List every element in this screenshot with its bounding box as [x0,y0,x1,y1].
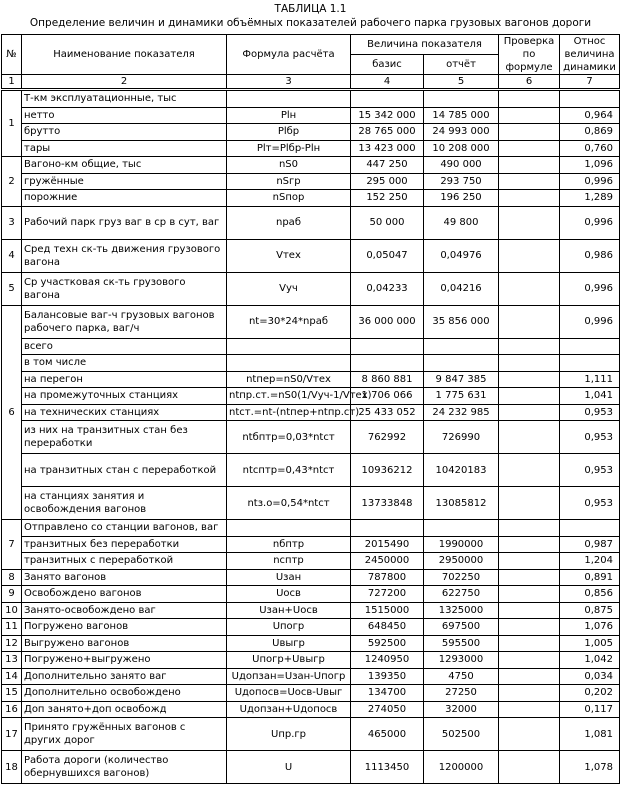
report-value: 4750 [424,668,499,685]
base-value: 139350 [351,668,424,685]
check-cell [499,272,560,305]
formula-cell: ntпер=nS0/Vтех [227,371,351,388]
indicator-name: на технических станциях [22,404,227,421]
base-value: 28 765 000 [351,124,424,141]
table-row [2,536,620,553]
table-row [2,173,620,190]
table-subtitle: Определение величин и динамики объёмных показателей рабочего парка грузовых вагонов дороги [29,17,592,29]
indicator-name: Дополнительно освобождено [22,685,227,702]
report-value: 502500 [424,718,499,751]
colnum: 2 [22,75,227,90]
base-value: 152 250 [351,190,424,207]
indicator-name: Балансовые ваг-ч грузовых вагонов рабочего парка, ваг/ч [22,305,227,338]
relative-dynamics: 1,042 [560,652,620,669]
relative-dynamics [560,355,620,372]
indicator-name: Дополнительно занято ваг [22,668,227,685]
table-row [2,239,620,272]
check-cell [499,619,560,636]
relative-dynamics: 1,204 [560,553,620,570]
formula-cell: nSгр [227,173,351,190]
check-cell [499,305,560,338]
table-row [2,487,620,520]
row-number: 9 [2,586,22,603]
row-number: 15 [2,685,22,702]
row-number: 7 [2,520,22,570]
indicator-name: брутто [22,124,227,141]
table-row [2,569,620,586]
row-number: 2 [2,157,22,207]
formula-cell: nt=30*24*nраб [227,305,351,338]
check-cell [499,569,560,586]
check-cell [499,140,560,157]
relative-dynamics [560,90,620,108]
report-value: 14 785 000 [424,107,499,124]
header-check: Проверка по формуле [499,35,560,75]
base-value: 592500 [351,635,424,652]
header-rel: Относ величина динамики [560,35,620,75]
relative-dynamics: 0,987 [560,536,620,553]
base-value [351,338,424,355]
report-value: 2950000 [424,553,499,570]
relative-dynamics: 0,875 [560,602,620,619]
relative-dynamics: 1,096 [560,157,620,174]
table-row [2,718,620,751]
formula-cell: nS0 [227,157,351,174]
check-cell [499,173,560,190]
check-cell [499,404,560,421]
base-value: 8 860 881 [351,371,424,388]
check-cell [499,388,560,405]
table-row [2,206,620,239]
check-cell [499,206,560,239]
check-cell [499,635,560,652]
base-value: 50 000 [351,206,424,239]
formula-cell [227,355,351,372]
colnum: 4 [351,75,424,90]
colnum: 5 [424,75,499,90]
report-value: 293 750 [424,173,499,190]
table-row [2,635,620,652]
check-cell [499,553,560,570]
check-cell [499,421,560,454]
table-row [2,124,620,141]
table-row [2,668,620,685]
table-row [2,90,620,108]
indicator-name: Доп занято+доп освобожд [22,701,227,718]
table-row [2,701,620,718]
base-value: 13733848 [351,487,424,520]
report-value: 24 993 000 [424,124,499,141]
row-number: 13 [2,652,22,669]
relative-dynamics: 0,953 [560,487,620,520]
indicator-name: в том числе [22,355,227,372]
table-row [2,685,620,702]
base-value: 10936212 [351,454,424,487]
formula-cell: ntсптр=0,43*ntст [227,454,351,487]
base-value: 447 250 [351,157,424,174]
base-value: 762992 [351,421,424,454]
indicator-name: Вагоно-км общие, тыс [22,157,227,174]
relative-dynamics [560,520,620,537]
header-value: Величина показателя [351,35,499,55]
base-value: 1113450 [351,751,424,784]
formula-cell: ntпр.ст.=nS0(1/Vуч-1/Vтех) [227,388,351,405]
indicator-name: на перегон [22,371,227,388]
relative-dynamics: 0,996 [560,173,620,190]
colnum: 6 [499,75,560,90]
table-row [2,388,620,405]
formula-cell: Uосв [227,586,351,603]
header-base: базис [351,55,424,75]
indicator-name: на транзитных стан с переработкой [22,454,227,487]
base-value: 15 342 000 [351,107,424,124]
report-value: 697500 [424,619,499,636]
row-number: 5 [2,272,22,305]
report-value: 0,04976 [424,239,499,272]
relative-dynamics: 1,005 [560,635,620,652]
relative-dynamics: 0,760 [560,140,620,157]
base-value: 36 000 000 [351,305,424,338]
relative-dynamics: 0,869 [560,124,620,141]
formula-cell: Uпогр [227,619,351,636]
formula-cell: Uвыгр [227,635,351,652]
relative-dynamics: 0,117 [560,701,620,718]
indicator-name: Рабочий парк груз ваг в ср в сут, ваг [22,206,227,239]
indicator-name: из них на транзитных стан без переработки [22,421,227,454]
report-value: 0,04216 [424,272,499,305]
relative-dynamics: 1,081 [560,718,620,751]
relative-dynamics: 0,964 [560,107,620,124]
formula-cell [227,338,351,355]
table-row [2,652,620,669]
table-row [2,421,620,454]
report-value: 27250 [424,685,499,702]
base-value: 0,04233 [351,272,424,305]
relative-dynamics: 0,996 [560,272,620,305]
report-value [424,90,499,108]
row-number: 18 [2,751,22,784]
relative-dynamics: 0,953 [560,421,620,454]
formula-cell: Plн [227,107,351,124]
table-row [2,619,620,636]
report-value: 9 847 385 [424,371,499,388]
check-cell [499,124,560,141]
relative-dynamics: 0,986 [560,239,620,272]
indicator-name: на промежуточных станциях [22,388,227,405]
check-cell [499,239,560,272]
base-value: 787800 [351,569,424,586]
relative-dynamics: 1,078 [560,751,620,784]
formula-cell [227,90,351,108]
formula-cell: ntз.о=0,54*ntст [227,487,351,520]
check-cell [499,586,560,603]
formula-cell: Vтех [227,239,351,272]
report-value: 490 000 [424,157,499,174]
base-value: 25 433 052 [351,404,424,421]
base-value: 13 423 000 [351,140,424,157]
indicator-name: Занято-освобождено ваг [22,602,227,619]
check-cell [499,652,560,669]
relative-dynamics: 1,111 [560,371,620,388]
row-number: 8 [2,569,22,586]
table-row [2,157,620,174]
formula-cell: nраб [227,206,351,239]
report-value: 1325000 [424,602,499,619]
table-row [2,404,620,421]
relative-dynamics: 1,041 [560,388,620,405]
base-value: 465000 [351,718,424,751]
table-row [2,338,620,355]
relative-dynamics: 0,034 [560,668,620,685]
report-value: 1 775 631 [424,388,499,405]
check-cell [499,107,560,124]
check-cell [499,751,560,784]
check-cell [499,701,560,718]
formula-cell: nбптр [227,536,351,553]
row-number: 3 [2,206,22,239]
formula-cell: ntст.=nt-(ntпер+ntпр.ст) [227,404,351,421]
row-number: 12 [2,635,22,652]
table-row [2,586,620,603]
indicator-name: транзитных с переработкой [22,553,227,570]
base-value: 134700 [351,685,424,702]
formula-cell [227,520,351,537]
base-value: 0,05047 [351,239,424,272]
header-no: № [2,35,22,75]
report-value: 32000 [424,701,499,718]
table-row [2,140,620,157]
check-cell [499,157,560,174]
row-number: 16 [2,701,22,718]
row-number: 4 [2,239,22,272]
table-row [2,553,620,570]
formula-cell: nSпор [227,190,351,207]
relative-dynamics: 0,202 [560,685,620,702]
check-cell [499,685,560,702]
check-cell [499,90,560,108]
formula-cell: Uдопосв=Uосв-Uвыг [227,685,351,702]
table-title: ТАБЛИЦА 1.1 [274,3,347,15]
report-value [424,338,499,355]
indicator-name: Выгружено вагонов [22,635,227,652]
row-number: 6 [2,305,22,520]
formula-cell: Uпогр+Uвыгр [227,652,351,669]
check-cell [499,602,560,619]
table-row [2,602,620,619]
report-value: 196 250 [424,190,499,207]
table-row [2,751,620,784]
indicator-name: Работа дороги (количество обернувшихся вагонов) [22,751,227,784]
base-value: 1515000 [351,602,424,619]
report-value: 726990 [424,421,499,454]
formula-cell: U [227,751,351,784]
base-value: 274050 [351,701,424,718]
table-body [2,90,620,784]
indicator-name: Погружено вагонов [22,619,227,636]
formula-cell: Uпр.гр [227,718,351,751]
base-value: 648450 [351,619,424,636]
indicator-name: на станциях занятия и освобождения вагонов [22,487,227,520]
relative-dynamics: 1,289 [560,190,620,207]
relative-dynamics: 0,953 [560,454,620,487]
colnum: 3 [227,75,351,90]
row-number: 10 [2,602,22,619]
check-cell [499,520,560,537]
check-cell [499,371,560,388]
base-value: 2015490 [351,536,424,553]
row-number: 14 [2,668,22,685]
check-cell [499,338,560,355]
header-report: отчёт [424,55,499,75]
indicator-name: транзитных без переработки [22,536,227,553]
check-cell [499,718,560,751]
relative-dynamics: 1,076 [560,619,620,636]
report-value: 595500 [424,635,499,652]
report-value: 10 208 000 [424,140,499,157]
report-value: 1990000 [424,536,499,553]
formula-cell: Uзан+Uосв [227,602,351,619]
table-row [2,355,620,372]
table-row [2,107,620,124]
formula-cell: Uдопзан=Uзан-Uпогр [227,668,351,685]
indicator-name: всего [22,338,227,355]
header-formula: Формула расчёта [227,35,351,75]
indicators-table [1,34,620,784]
formula-cell: Vуч [227,272,351,305]
table-row [2,371,620,388]
report-value: 13085812 [424,487,499,520]
indicator-name: Освобождено вагонов [22,586,227,603]
relative-dynamics: 0,856 [560,586,620,603]
report-value [424,355,499,372]
report-value: 622750 [424,586,499,603]
table-row [2,454,620,487]
indicator-name: Принято гружённых вагонов с других дорог [22,718,227,751]
report-value: 35 856 000 [424,305,499,338]
column-numbers-row [2,75,620,90]
base-value [351,355,424,372]
indicator-name: Т-км эксплуатационные, тыс [22,90,227,108]
row-number: 1 [2,90,22,157]
table-row [2,272,620,305]
base-value: 1 706 066 [351,388,424,405]
formula-cell: Uзан [227,569,351,586]
relative-dynamics: 0,953 [560,404,620,421]
indicator-name: Ср участковая ск-ть грузового вагона [22,272,227,305]
colnum: 1 [2,75,22,90]
indicator-name: Сред техн ск-ть движения грузового вагона [22,239,227,272]
formula-cell: nсптр [227,553,351,570]
indicator-name: гружённые [22,173,227,190]
relative-dynamics [560,338,620,355]
indicator-name: Отправлено со станции вагонов, ваг [22,520,227,537]
relative-dynamics: 0,891 [560,569,620,586]
check-cell [499,454,560,487]
table-row [2,305,620,338]
base-value [351,520,424,537]
check-cell [499,487,560,520]
report-value: 10420183 [424,454,499,487]
base-value: 295 000 [351,173,424,190]
relative-dynamics: 0,996 [560,305,620,338]
check-cell [499,355,560,372]
check-cell [499,536,560,553]
relative-dynamics: 0,996 [560,206,620,239]
row-number: 11 [2,619,22,636]
indicator-name: порожние [22,190,227,207]
report-value [424,520,499,537]
base-value: 1240950 [351,652,424,669]
formula-cell: Plбр [227,124,351,141]
formula-cell: ntбптр=0,03*ntст [227,421,351,454]
indicator-name: Занято вагонов [22,569,227,586]
check-cell [499,190,560,207]
base-value [351,90,424,108]
table-row [2,520,620,537]
report-value: 1200000 [424,751,499,784]
header-name: Наименование показателя [22,35,227,75]
report-value: 49 800 [424,206,499,239]
row-number: 17 [2,718,22,751]
base-value: 2450000 [351,553,424,570]
indicator-name: Погружено+выгружено [22,652,227,669]
check-cell [499,668,560,685]
base-value: 727200 [351,586,424,603]
report-value: 702250 [424,569,499,586]
formula-cell: Uдопзан+Uдопосв [227,701,351,718]
table-row [2,190,620,207]
report-value: 24 232 985 [424,404,499,421]
colnum: 7 [560,75,620,90]
indicator-name: тары [22,140,227,157]
indicator-name: нетто [22,107,227,124]
formula-cell: Plт=Plбр-Plн [227,140,351,157]
report-value: 1293000 [424,652,499,669]
